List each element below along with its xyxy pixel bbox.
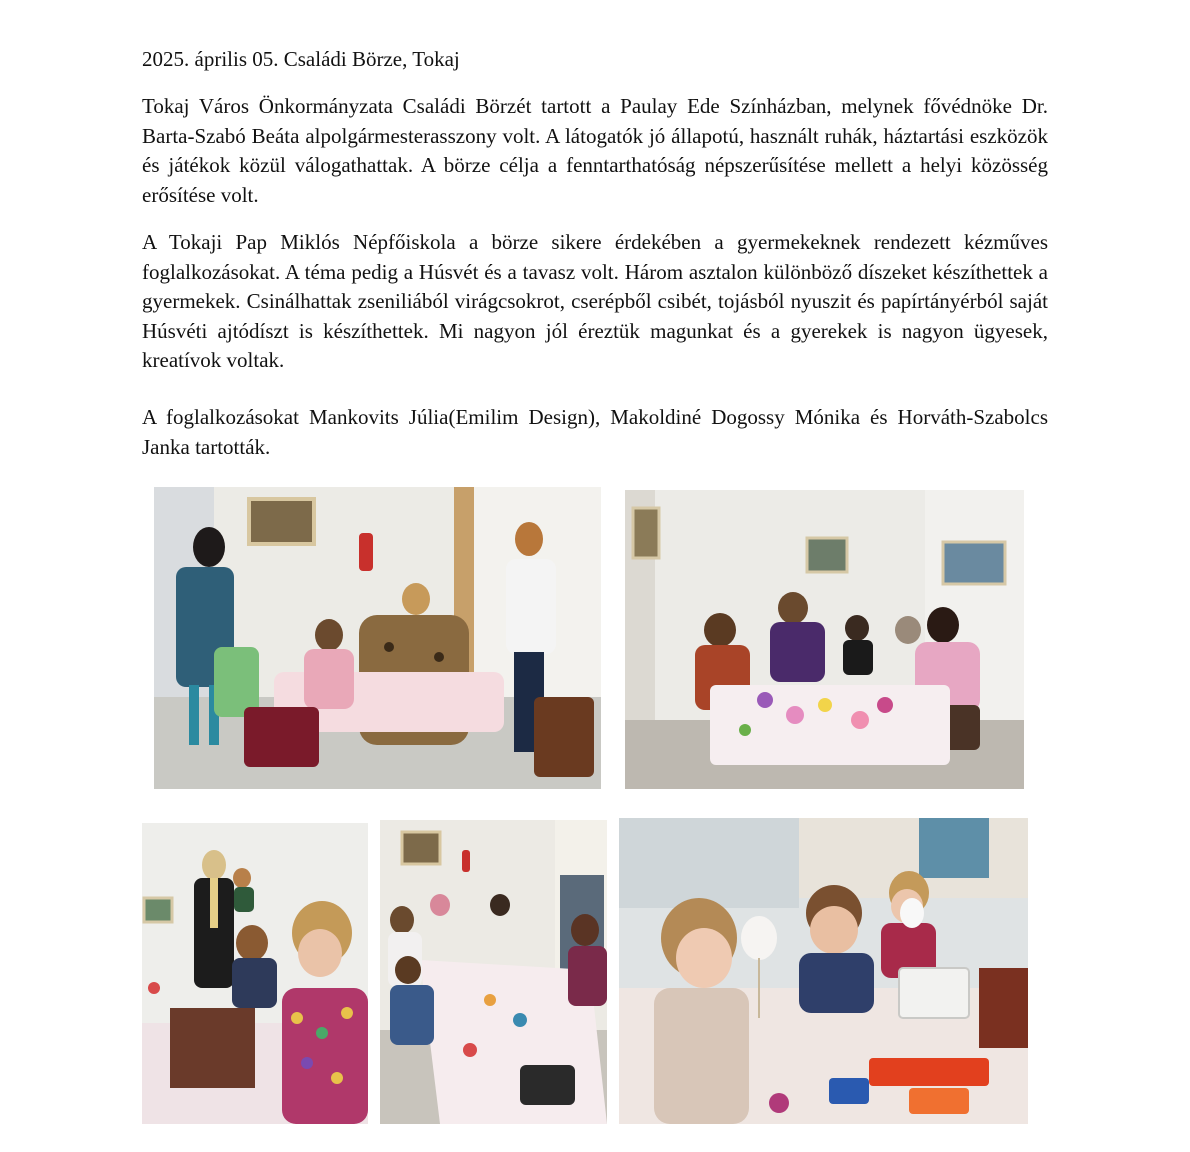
photo-5-image: [619, 818, 1028, 1124]
photo-children-with-paper-plates: [142, 823, 368, 1124]
photo-craft-workshop-table: [154, 487, 601, 789]
document-title: 2025. április 05. Családi Börze, Tokaj: [142, 47, 460, 71]
photo-1-image: [154, 487, 601, 789]
photo-2-image: [625, 490, 1024, 789]
paragraph-workshops: A Tokaji Pap Miklós Népfőiskola a börze sikere érdekében a gyermekeknek rendezett kézműves foglalkozásokat. A téma pedig a Húsvét és a tavasz volt. Három asztalon különböző díszeket készíthettek a gyermekek. Csinálhattak zseniliából virágcsokrot, cserépből csibét, tojásból nyuszit és papírtányérból saját Húsvéti ajtódíszt is készíthettek. Mi nagyon jól éreztük magunkat és a gyerekek is nagyon ügyesek, kreatívok voltak.: [142, 230, 1048, 373]
photo-children-with-egg-bunnies: [619, 818, 1028, 1124]
photo-long-craft-table: [380, 820, 607, 1124]
paragraph-organizers: A foglalkozásokat Mankovits Júlia(Emilim Design), Makoldiné Dogossy Mónika és Horváth-Szabolcs Janka tartották.: [142, 405, 1048, 459]
photo-4-image: [380, 820, 607, 1124]
photo-3-image: [142, 823, 368, 1124]
photo-children-crafting-flowers: [625, 490, 1024, 789]
paragraph-intro: Tokaj Város Önkormányzata Családi Börzét tartott a Paulay Ede Színházban, melynek fővédnöke Dr. Barta-Szabó Beáta alpolgármesterasszony volt. A látogatók jó állapotú, használt ruhák, háztartási eszközök és játékok közül válogathattak. A börze célja a fenntarthatóság népszerűsítése mellett a helyi közösség erősítése volt.: [142, 94, 1048, 207]
